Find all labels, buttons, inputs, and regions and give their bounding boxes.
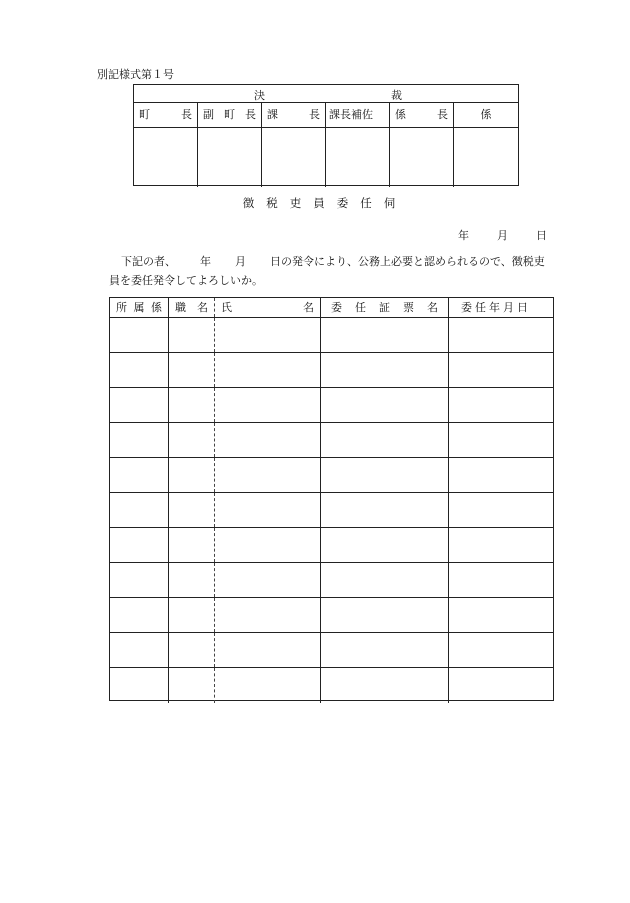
body-month: 月 xyxy=(235,255,246,268)
approval-header-left: 決 xyxy=(254,89,265,102)
table-cell[interactable] xyxy=(215,493,321,527)
body-text-part: 下記の者、 xyxy=(121,255,176,268)
table-cell[interactable] xyxy=(215,563,321,597)
table-cell[interactable] xyxy=(321,528,449,562)
table-cell[interactable] xyxy=(110,423,169,457)
role-char: 町 xyxy=(224,108,235,121)
table-cell[interactable] xyxy=(169,528,215,562)
table-row xyxy=(110,423,553,458)
header-appointment-date xyxy=(449,298,553,317)
table-cell[interactable] xyxy=(110,493,169,527)
table-cell[interactable] xyxy=(169,388,215,422)
table-cell[interactable] xyxy=(449,528,553,562)
stamp-box xyxy=(262,128,326,187)
header-certificate-name xyxy=(321,298,449,317)
table-cell[interactable] xyxy=(110,563,169,597)
table-cell[interactable] xyxy=(169,493,215,527)
header-department xyxy=(110,298,169,317)
role-char: 町 xyxy=(139,108,150,121)
role-char: 課 xyxy=(267,108,278,121)
table-body xyxy=(110,318,553,703)
header-char: 係 xyxy=(151,301,162,314)
header-char: 氏 xyxy=(221,301,232,314)
date-year: 年 xyxy=(458,229,469,242)
table-cell[interactable] xyxy=(110,633,169,667)
header-name xyxy=(215,298,321,317)
table-cell[interactable] xyxy=(110,598,169,632)
table-cell[interactable] xyxy=(321,353,449,387)
header-char: 名 xyxy=(427,301,438,314)
table-cell[interactable] xyxy=(169,423,215,457)
table-cell[interactable] xyxy=(321,423,449,457)
table-cell[interactable] xyxy=(449,563,553,597)
approval-header-right: 裁 xyxy=(391,89,402,102)
header-char: 証 xyxy=(379,301,390,314)
table-header-row xyxy=(110,298,553,318)
table-cell[interactable] xyxy=(321,598,449,632)
approval-header xyxy=(134,85,518,103)
form-label: 別記様式第１号 xyxy=(97,68,174,81)
role-char: 係 xyxy=(480,108,492,121)
header-job-title xyxy=(169,298,215,317)
table-row xyxy=(110,318,553,353)
table-cell[interactable] xyxy=(215,423,321,457)
table-cell[interactable] xyxy=(215,633,321,667)
body-line-2: 員を委任発令してよろしいか。 xyxy=(109,274,263,287)
table-cell[interactable] xyxy=(169,633,215,667)
table-cell[interactable] xyxy=(110,528,169,562)
table-cell[interactable] xyxy=(169,458,215,492)
stamp-box xyxy=(198,128,262,187)
table-cell[interactable] xyxy=(169,668,215,703)
date-line xyxy=(458,227,547,243)
header-char: 属 xyxy=(133,301,145,314)
header-char: 名 xyxy=(303,301,314,314)
table-cell[interactable] xyxy=(449,598,553,632)
header-char: 職 xyxy=(175,301,186,314)
role-section-chief xyxy=(262,103,326,127)
table-cell[interactable] xyxy=(169,563,215,597)
header-char: 名 xyxy=(197,301,208,314)
header-char: 委任年月日 xyxy=(461,301,531,314)
body-text-part: 日の発令により、公務上必要と認められるので、徴税吏 xyxy=(270,255,545,268)
table-cell[interactable] xyxy=(215,353,321,387)
table-cell[interactable] xyxy=(321,458,449,492)
role-chief-clerk xyxy=(390,103,454,127)
role-assistant-chief xyxy=(326,103,390,127)
table-cell[interactable] xyxy=(449,318,553,352)
table-cell[interactable] xyxy=(321,668,449,703)
role-char: 副 xyxy=(203,108,214,121)
table-row xyxy=(110,668,553,703)
stamp-box xyxy=(326,128,390,187)
table-cell[interactable] xyxy=(169,598,215,632)
table-row xyxy=(110,528,553,563)
table-cell[interactable] xyxy=(215,458,321,492)
table-cell[interactable] xyxy=(449,423,553,457)
table-cell[interactable] xyxy=(110,458,169,492)
table-cell[interactable] xyxy=(321,318,449,352)
approval-table xyxy=(133,84,519,186)
table-cell[interactable] xyxy=(449,493,553,527)
table-cell[interactable] xyxy=(169,318,215,352)
role-char: 長 xyxy=(309,108,320,121)
stamp-box xyxy=(390,128,454,187)
header-char: 任 xyxy=(355,301,366,314)
body-text xyxy=(109,252,569,290)
role-char: 長 xyxy=(181,108,192,121)
table-row xyxy=(110,598,553,633)
table-cell[interactable] xyxy=(449,633,553,667)
body-line-1 xyxy=(109,252,569,271)
table-cell[interactable] xyxy=(215,528,321,562)
table-cell[interactable] xyxy=(449,388,553,422)
table-cell[interactable] xyxy=(110,668,169,703)
appointee-table xyxy=(109,297,554,701)
date-month: 月 xyxy=(497,229,508,242)
role-char: 長 xyxy=(245,108,256,121)
table-cell[interactable] xyxy=(449,668,553,703)
body-year: 年 xyxy=(200,255,211,268)
table-cell[interactable] xyxy=(110,318,169,352)
table-cell[interactable] xyxy=(321,633,449,667)
table-cell[interactable] xyxy=(169,353,215,387)
approval-roles xyxy=(134,103,518,128)
table-row xyxy=(110,493,553,528)
table-row xyxy=(110,633,553,668)
document-title: 徴税吏員委任伺 xyxy=(242,196,408,210)
date-day: 日 xyxy=(536,229,547,242)
table-cell[interactable] xyxy=(321,493,449,527)
header-char: 票 xyxy=(403,301,414,314)
role-clerk xyxy=(454,103,518,127)
table-row xyxy=(110,388,553,423)
table-cell[interactable] xyxy=(110,353,169,387)
table-cell[interactable] xyxy=(110,388,169,422)
header-char: 委 xyxy=(331,301,342,314)
role-mayor xyxy=(134,103,198,127)
stamp-box xyxy=(134,128,198,187)
table-row xyxy=(110,353,553,388)
table-cell[interactable] xyxy=(215,598,321,632)
table-cell[interactable] xyxy=(215,668,321,703)
table-cell[interactable] xyxy=(215,388,321,422)
table-cell[interactable] xyxy=(321,563,449,597)
table-cell[interactable] xyxy=(321,388,449,422)
table-cell[interactable] xyxy=(449,458,553,492)
table-cell[interactable] xyxy=(449,353,553,387)
header-char: 所 xyxy=(116,301,127,314)
table-cell[interactable] xyxy=(215,318,321,352)
role-char: 係 xyxy=(395,108,406,121)
role-char: 長 xyxy=(437,108,448,121)
stamp-box xyxy=(454,128,518,187)
table-row xyxy=(110,458,553,493)
role-deputy-mayor xyxy=(198,103,262,127)
approval-stamp-row xyxy=(134,128,518,187)
role-char: 課長補佐 xyxy=(329,108,373,121)
table-row xyxy=(110,563,553,598)
